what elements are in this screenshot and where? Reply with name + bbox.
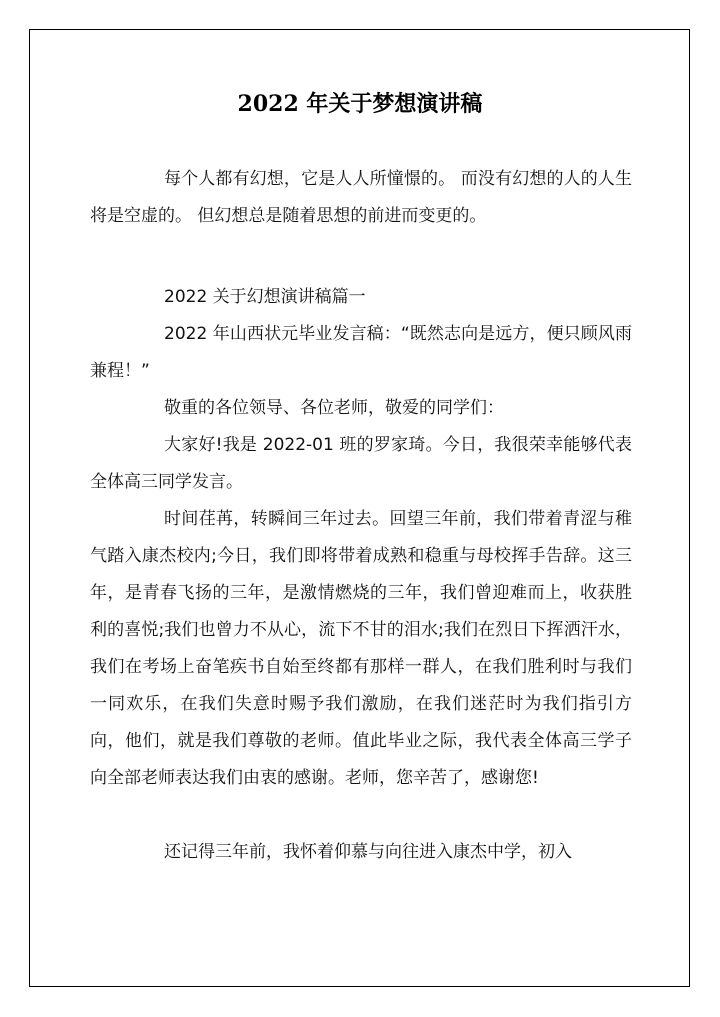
- document-title: 2022 年关于梦想演讲稿: [237, 91, 483, 117]
- paragraph: 大家好!我是 2022-01 班的罗家琦。今日，我很荣幸能够代表全体高三同学发言。: [90, 435, 632, 492]
- section-heading: 2022 关于幻想演讲稿篇一: [164, 287, 366, 307]
- paragraph: 敬重的各位领导、各位老师，敬爱的同学们：: [164, 398, 504, 418]
- paragraph: 时间荏苒，转瞬间三年过去。回望三年前，我们带着青涩与稚气踏入康杰校内;今日，我们即将带着成熟和稳重与母校挥手告辞。这三年，是青春飞扬的三年，是激情燃烧的三年，我们曾迎难而上，收获胜利的喜悦;我们也曾力不从心，流下不甘的泪水;我们在烈日下挥洒汗水，我们在考场上奋笔疾书自始至终都有那样一群人，在我们胜利时与我们一同欢乐，在我们失意时赐予我们激励，在我们迷茫时为我们指引方向，他们，就是我们尊敬的老师。值此毕业之际，我代表全体高三学子向全部老师表达我们由衷的感谢。老师，您辛苦了，感谢您!: [90, 509, 632, 788]
- intro-paragraph: 每个人都有幻想，它是人人所憧憬的。 而没有幻想的人的人生将是空虚的。 但幻想总是随着思想的前进而变更的。: [90, 169, 632, 226]
- paragraph: 还记得三年前，我怀着仰慕与向往进入康杰中学，初入: [164, 842, 572, 862]
- paragraph: 2022 年山西状元毕业发言稿：“既然志向是远方，便只顾风雨兼程！”: [90, 324, 632, 381]
